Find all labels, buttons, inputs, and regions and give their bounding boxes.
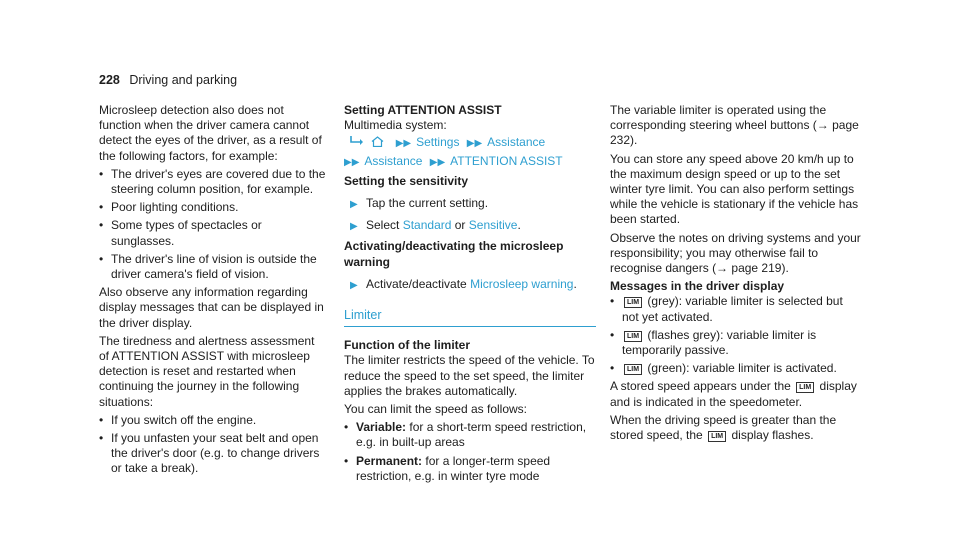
list-item: • LIM (flashes grey): variable limiter is temporarily passive. xyxy=(610,328,862,358)
path-settings[interactable]: Settings xyxy=(416,135,460,150)
display-note: Also observe any information regarding display messages that can be displayed in the driver display. xyxy=(99,285,324,330)
list-item: • If you unfasten your seat belt and open the driver's door (e.g. to change drivers or take a break). xyxy=(99,431,327,477)
section-name: Driving and parking xyxy=(129,73,238,87)
factors-list xyxy=(99,167,327,282)
sensitivity-heading: Setting the sensitivity xyxy=(344,173,469,188)
double-arrow-icon: ▶▶ xyxy=(344,156,360,168)
lim-icon: LIM xyxy=(624,297,642,308)
function-text: The limiter restricts the speed of the vehicle. To reduce the speed to the set speed, the limiter applies the brakes automatically. xyxy=(344,353,595,398)
setting-heading: Setting ATTENTION ASSIST xyxy=(344,103,502,117)
page-header xyxy=(99,73,237,87)
path-attention-assist[interactable]: ATTENTION ASSIST xyxy=(450,153,563,168)
path-start-icon xyxy=(350,135,367,149)
list-item-variable: • Variable: for a short-term speed restriction, e.g. in built-up areas xyxy=(344,420,596,450)
lim-icon: LIM xyxy=(624,364,642,375)
list-item-permanent: • Permanent: for a longer-term speed restriction, e.g. in winter tyre mode xyxy=(344,454,596,484)
operation-text: The variable limiter is operated using the corresponding steering wheel buttons (→ page 232). xyxy=(610,103,859,148)
list-item: • If you switch off the engine. xyxy=(99,413,327,428)
situations-list xyxy=(99,413,327,477)
list-item: • LIM (grey): variable limiter is selected but not yet activated. xyxy=(610,294,862,324)
column-1 xyxy=(99,103,327,480)
double-arrow-icon: ▶▶ xyxy=(429,156,446,168)
store-speed-text: You can store any speed above 20 km/h up to the maximum design speed or up to the set winter tyre limit. You can also perform settings while the vehicle is stationary if the vehicle has been started. xyxy=(610,151,859,227)
list-item: • Poor lighting conditions. xyxy=(99,200,327,215)
limit-text: You can limit the speed as follows: xyxy=(344,402,527,417)
limit-modes-list xyxy=(344,420,596,484)
double-arrow-icon: ▶▶ xyxy=(466,138,483,150)
double-arrow-icon: ▶▶ xyxy=(395,138,412,150)
option-sensitive[interactable]: Sensitive xyxy=(468,218,518,233)
path-assistance-2[interactable]: Assistance xyxy=(364,153,423,168)
messages-list xyxy=(610,294,862,376)
list-item: • LIM (green): variable limiter is activated. xyxy=(610,361,862,376)
step-triangle-icon: ▶ xyxy=(350,221,358,233)
column-2 xyxy=(344,103,596,487)
step-select-sensitivity: ▶ Select Standard or Sensitive. xyxy=(344,218,596,233)
home-icon[interactable] xyxy=(371,136,384,147)
lim-icon: LIM xyxy=(708,431,726,442)
flash-text: When the driving speed is greater than the stored speed, the LIM display flashes. xyxy=(610,412,837,443)
function-heading: Function of the limiter xyxy=(344,338,470,353)
reset-note: The tiredness and alertness assessment of ATTENTION ASSIST with microsleep detection is reset and restarted when continuing the journey in the following situations: xyxy=(99,333,315,409)
step-tap-setting: ▶ Tap the current setting. xyxy=(344,196,596,211)
step-microsleep-warning: ▶ Activate/deactivate Microsleep warning. xyxy=(344,277,596,292)
option-standard[interactable]: Standard xyxy=(402,218,452,233)
observe-text: Observe the notes on driving systems and your responsibility; you may otherwise fail to recognise dangers (→ page 219). xyxy=(610,230,861,276)
lim-icon: LIM xyxy=(624,331,642,342)
list-item: • Some types of spectacles or sunglasses. xyxy=(99,218,327,248)
list-item: • The driver's line of vision is outside the driver camera's field of vision. xyxy=(99,252,327,282)
stored-speed-text: A stored speed appears under the LIM display and is indicated in the speedometer. xyxy=(610,379,857,409)
option-microsleep-warning[interactable]: Microsleep warning xyxy=(470,276,574,291)
step-triangle-icon: ▶ xyxy=(350,279,358,291)
column-3 xyxy=(610,103,862,446)
limiter-section-title: Limiter xyxy=(344,308,596,327)
path-assistance[interactable]: Assistance xyxy=(487,135,546,150)
microsleep-heading: Activating/deactivating the microsleep warning xyxy=(344,239,564,269)
messages-heading: Messages in the driver display xyxy=(610,279,785,294)
page-number: 228 xyxy=(99,73,120,87)
system-label: Multimedia system: xyxy=(344,118,447,133)
step-triangle-icon: ▶ xyxy=(350,199,358,211)
menu-path xyxy=(344,135,596,169)
lim-icon: LIM xyxy=(796,382,814,393)
list-item: • The driver's eyes are covered due to the steering column position, for example. xyxy=(99,167,327,197)
intro-text: Microsleep detection also does not function when the driver camera cannot detect the eyes of the driver, as a result of the following factors, for example: xyxy=(99,103,322,163)
